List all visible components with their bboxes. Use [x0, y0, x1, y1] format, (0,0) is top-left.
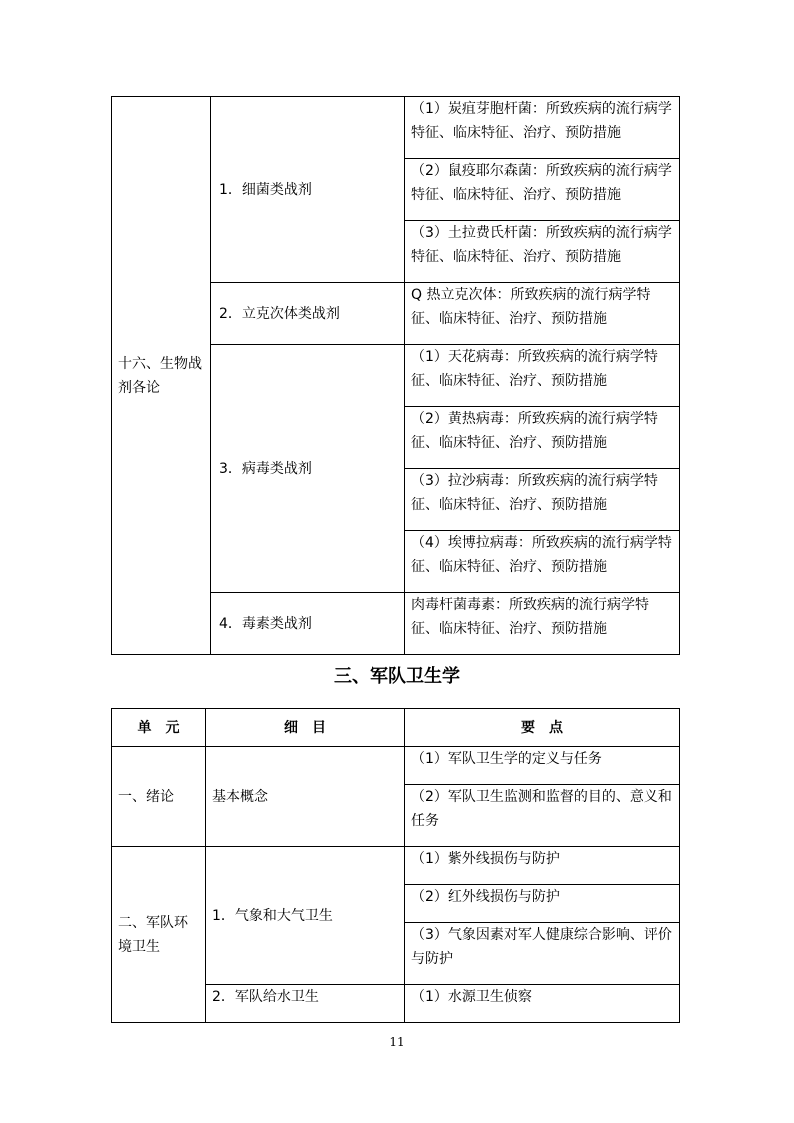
unit-cell: 二、军队环境卫生	[112, 847, 206, 1023]
military-hygiene-table	[111, 708, 680, 1023]
unit-cell: 一、绪论	[112, 747, 206, 847]
section-title: 三、军队卫生学	[334, 666, 460, 687]
subitem-cell: 4．毒素类战剂	[211, 593, 405, 655]
point-cell: （2）黄热病毒：所致疾病的流行病学特征、临床特征、治疗、预防措施	[405, 407, 680, 469]
point-cell: （1）天花病毒：所致疾病的流行病学特征、临床特征、治疗、预防措施	[405, 345, 680, 407]
point-cell: （3）拉沙病毒：所致疾病的流行病学特征、临床特征、治疗、预防措施	[405, 469, 680, 531]
point-cell: （3）土拉费氏杆菌：所致疾病的流行病学特征、临床特征、治疗、预防措施	[405, 221, 680, 283]
header-points: 要 点	[405, 709, 680, 747]
point-cell: （1）炭疽芽胞杆菌：所致疾病的流行病学特征、临床特征、治疗、预防措施	[405, 97, 680, 159]
point-cell: （4）埃博拉病毒：所致疾病的流行病学特征、临床特征、治疗、预防措施	[405, 531, 680, 593]
subitem-cell: 1．气象和大气卫生	[206, 847, 405, 985]
point-cell: Q 热立克次体：所致疾病的流行病学特征、临床特征、治疗、预防措施	[405, 283, 680, 345]
point-cell: （2）鼠疫耶尔森菌：所致疾病的流行病学特征、临床特征、治疗、预防措施	[405, 159, 680, 221]
subitem-cell: 1．细菌类战剂	[211, 97, 405, 283]
header-unit: 单 元	[112, 709, 206, 747]
biological-agents-table	[111, 96, 680, 655]
subitem-cell: 2．立克次体类战剂	[211, 283, 405, 345]
unit-cell: 十六、生物战剂各论	[112, 97, 211, 655]
subitem-cell: 2．军队给水卫生	[206, 985, 405, 1023]
header-subitem: 细 目	[206, 709, 405, 747]
point-cell: 肉毒杆菌毒素：所致疾病的流行病学特征、临床特征、治疗、预防措施	[405, 593, 680, 655]
point-cell: （1）军队卫生学的定义与任务	[405, 747, 680, 785]
point-cell: （1）水源卫生侦察	[405, 985, 680, 1023]
point-cell: （2）红外线损伤与防护	[405, 885, 680, 923]
point-cell: （1）紫外线损伤与防护	[405, 847, 680, 885]
point-cell: （3）气象因素对军人健康综合影响、评价与防护	[405, 923, 680, 985]
page-number: 11	[389, 1035, 405, 1049]
point-cell: （2）军队卫生监测和监督的目的、意义和任务	[405, 785, 680, 847]
subitem-cell: 3．病毒类战剂	[211, 345, 405, 593]
subitem-cell: 基本概念	[206, 747, 405, 847]
